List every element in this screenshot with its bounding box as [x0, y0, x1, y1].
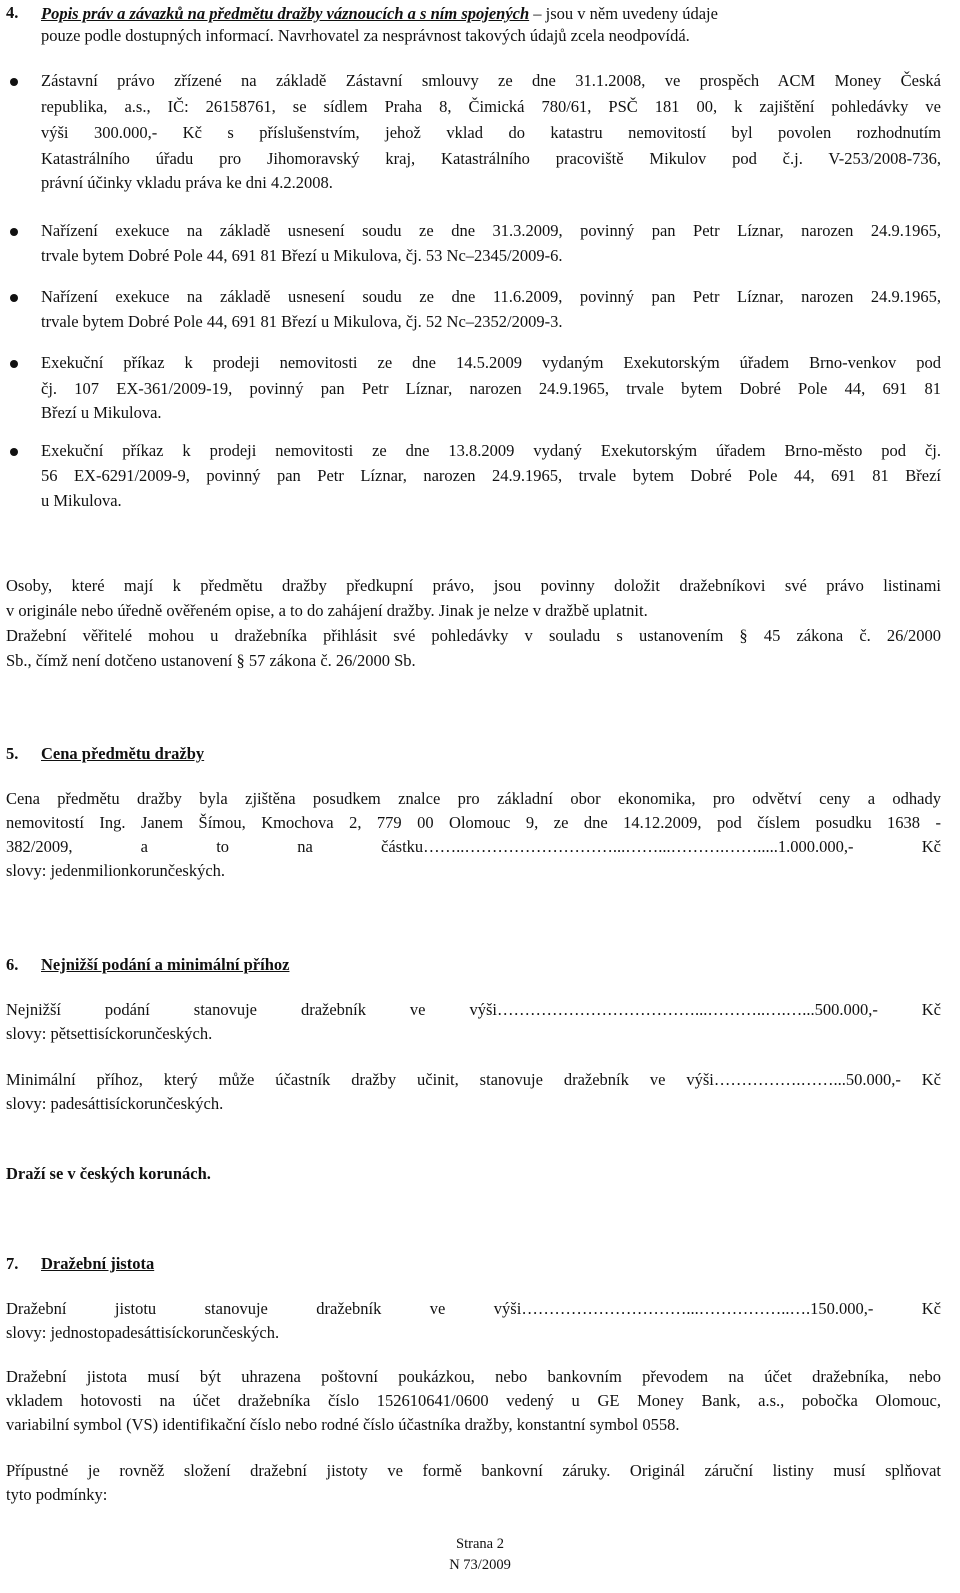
section6-prihoz-line: Minimální příhoz, který může účastník dražby učinit, stanovuje dražebník ve výši…………….……...50.000,- Kč [6, 1070, 941, 1089]
section7-jistota-words: slovy: jednostopadesáttisíckorunčeských. [6, 1323, 280, 1342]
bullet-dot [10, 294, 18, 302]
bullet4-line2: čj. 107 EX-361/2009-19, povinný pan Petr Líznar, narozen 24.9.1965, trvale bytem Dobré Pole 44, 691 81 [41, 379, 941, 398]
bullet3-line2: trvale bytem Dobré Pole 44, 691 81 Březí u Mikulova, čj. 52 Nc–2352/2009-3. [41, 312, 563, 331]
bullet5-line2: 56 EX-6291/2009-9, povinný pan Petr Líznar, narozen 24.9.1965, trvale bytem Dobré Pole 44, 691 81 Březí [41, 466, 941, 485]
bullet3-line1: Nařízení exekuce na základě usnesení soudu ze dne 11.6.2009, povinný pan Petr Líznar, narozen 24.9.1965, [41, 287, 941, 306]
section5-line1: Cena předmětu dražby byla zjištěna posudkem znalce pro základní obor ekonomika, pro odvětví ceny a odhady [6, 789, 941, 808]
bullet-dot [10, 78, 18, 86]
section7-title: Dražební jistota [41, 1254, 155, 1273]
section7-zaruka-line2: tyto podmínky: [6, 1485, 108, 1504]
bullet5-line3: u Mikulova. [41, 491, 122, 510]
bullet2-line1: Nařízení exekuce na základě usnesení soudu ze dne 31.3.2009, povinný pan Petr Líznar, narozen 24.9.1965, [41, 221, 941, 240]
section6-number: 6. [6, 955, 19, 974]
section7-platba-line3: variabilní symbol (VS) identifikační číslo nebo rodné číslo účastníka dražby, konstantní symbol 0558. [6, 1415, 680, 1434]
section6-nejnizsi-words: slovy: pětsettisíckorunčeských. [6, 1024, 213, 1043]
predkupni-line1: Osoby, které mají k předmětu dražby předkupní právo, jsou povinny doložit dražebníkovi své právo listinami [6, 576, 941, 595]
predkupni-line2: v originále nebo úředně ověřeném opise, a to do zahájení dražby. Jinak je nelze v dražbě uplatnit. [6, 601, 648, 620]
currency-note: Draží se v českých korunách. [6, 1164, 211, 1183]
predkupni-line3: Dražební věřitelé mohou u dražebníka přihlásit své pohledávky v souladu s ustanovením § 45 zákona č. 26/2000 [6, 626, 941, 645]
section5-number: 5. [6, 744, 19, 763]
bullet-dot [10, 228, 18, 236]
section7-platba-line1: Dražební jistota musí být uhrazena poštovní poukázkou, nebo bankovním převodem na účet dražebníka, nebo [6, 1367, 941, 1386]
predkupni-line4: Sb., čímž není dotčeno ustanovení § 57 zákona č. 26/2000 Sb. [6, 651, 416, 670]
bullet-dot [10, 360, 18, 368]
bullet1-line2: republika, a.s., IČ: 26158761, se sídlem Praha 8, Čimická 780/61, PSČ 181 00, k zajištění pohledávky ve [41, 97, 941, 116]
item4-line2: pouze podle dostupných informací. Navrhovatel za nesprávnost takových údajů zcela neodpovídá. [41, 26, 690, 45]
footer-case-ref: N 73/2009 [449, 1557, 511, 1573]
section7-number: 7. [6, 1254, 19, 1273]
bullet-dot [10, 448, 18, 456]
item4-number: 4. [6, 3, 19, 22]
bullet4-line1: Exekuční příkaz k prodeji nemovitosti ze dne 14.5.2009 vydaným Exekutorským úřadem Brno-venkov pod [41, 353, 941, 372]
section6-prihoz-words: slovy: padesáttisíckorunčeských. [6, 1094, 224, 1113]
bullet1-line1: Zástavní právo zřízené na základě Zástavní smlouvy ze dne 31.1.2008, ve prospěch ACM Money Česká [41, 71, 941, 90]
section6-title: Nejnižší podání a minimální příhoz [41, 955, 290, 974]
item4-line1 [41, 3, 941, 25]
bullet2-line2: trvale bytem Dobré Pole 44, 691 81 Březí u Mikulova, čj. 53 Nc–2345/2009-6. [41, 246, 563, 265]
bullet1-line5: právní účinky vkladu práva ke dni 4.2.2008. [41, 173, 333, 192]
item4-line1-rest: – jsou v něm uvedeny údaje [533, 4, 718, 23]
bullet4-line3: Březí u Mikulova. [41, 403, 162, 422]
section6-nejnizsi-line: Nejnižší podání stanovuje dražebník ve výši………………………………...………..….…...500.000,- Kč [6, 1000, 941, 1019]
item4-title: Popis práv a závazků na předmětu dražby váznoucích a s ním spojených [41, 4, 530, 23]
bullet1-line3: výši 300.000,- Kč s příslušenstvím, jehož vklad do katastru nemovitostí byl povolen rozhodnutím [41, 123, 941, 142]
section5-title: Cena předmětu dražby [41, 744, 205, 763]
section7-platba-line2: vkladem hotovosti na účet dražebníka číslo 152610641/0600 vedený u GE Money Bank, a.s., pobočka Olomouc, [6, 1391, 941, 1410]
section5-words: slovy: jedenmilionkorunčeských. [6, 861, 226, 880]
section5-price-line: 382/2009, a to na částku……..………………………...……...……….…….....1.000.000,- Kč [6, 837, 941, 856]
section7-jistota-line: Dražební jistotu stanovuje dražebník ve výši…………………………...……………..….150.000,- Kč [6, 1299, 941, 1318]
bullet1-line4: Katastrálního úřadu pro Jihomoravský kraj, Katastrálního pracoviště Mikulov pod č.j. V-253/2008-736, [41, 149, 941, 168]
section5-line2: nemovitostí Ing. Janem Šímou, Kmochova 2, 779 00 Olomouc 9, ze dne 14.12.2009, pod číslem posudku 1638 - [6, 813, 941, 832]
section7-zaruka-line1: Přípustné je rovněž složení dražební jistoty ve formě bankovní záruky. Originál záruční listiny musí splňovat [6, 1461, 941, 1480]
bullet5-line1: Exekuční příkaz k prodeji nemovitosti ze dne 13.8.2009 vydaný Exekutorským úřadem Brno-město pod čj. [41, 441, 941, 460]
footer-page-number: Strana 2 [456, 1536, 504, 1552]
